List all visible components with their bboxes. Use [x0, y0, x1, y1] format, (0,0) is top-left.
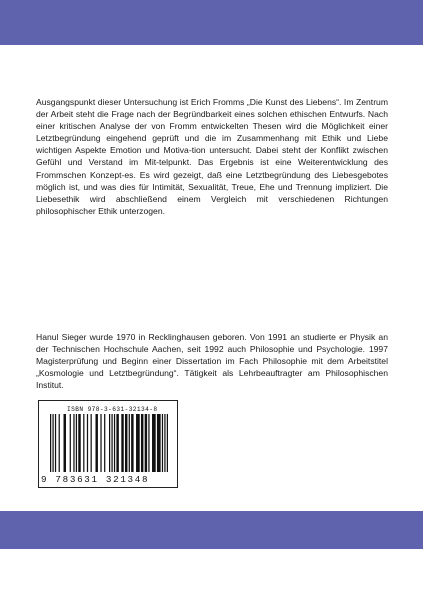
- top-color-band: [0, 0, 423, 45]
- bottom-color-band: [0, 511, 423, 549]
- barcode-bars: [49, 414, 169, 476]
- abstract-paragraph: Ausgangspunkt dieser Untersuchung ist Erich Fromms „Die Kunst des Liebens“. Im Zentrum der Arbeit steht die Frage nach der Begründbarkeit eines solchen ethischen Entwurfs. Nach einer kritischen Analyse der von Fromm entwickelten Thesen wird die Möglichkeit einer Letztbegründung eingehend geprüft und die im Zusammenhang mit Ethik und Liebe wichtigen Aspekte Emotion und Motiva-tion untersucht. Dabei steht der Konflikt zwischen Gefühl und Verstand im Mit-telpunkt. Das Ergebnis ist eine Weiterentwicklung des Frommschen Konzept-es. Es wird gezeigt, daß eine Letztbegründung des Liebesgebotes möglich ist, und was dies für Intimität, Sexualität, Treue, Ehe und Trennung impliziert. Die Liebesethik wird abschließend einem Vergleich mit verschiedenen Richtungen philosophischer Ethik unterzogen.: [36, 97, 388, 216]
- isbn-label: ISBN 978-3-631-32134-8: [67, 406, 158, 413]
- ean-digits: 9 783631 321348: [41, 474, 150, 485]
- author-bio-paragraph: Hanul Sieger wurde 1970 in Recklinghausen geboren. Von 1991 an studierte er Physik an der Technischen Hochschule Aachen, seit 1992 auch Philosophie und Psychologie. 1997 Magisterprüfung und Beginn einer Dissertation im Fach Philosophie mit dem Arbeitstitel „Kosmologie und Letztbegründung“. Tätigkeit als Lehrbeauftragter am Philosophischen Institut.: [36, 332, 388, 391]
- isbn-barcode-box: [38, 400, 178, 488]
